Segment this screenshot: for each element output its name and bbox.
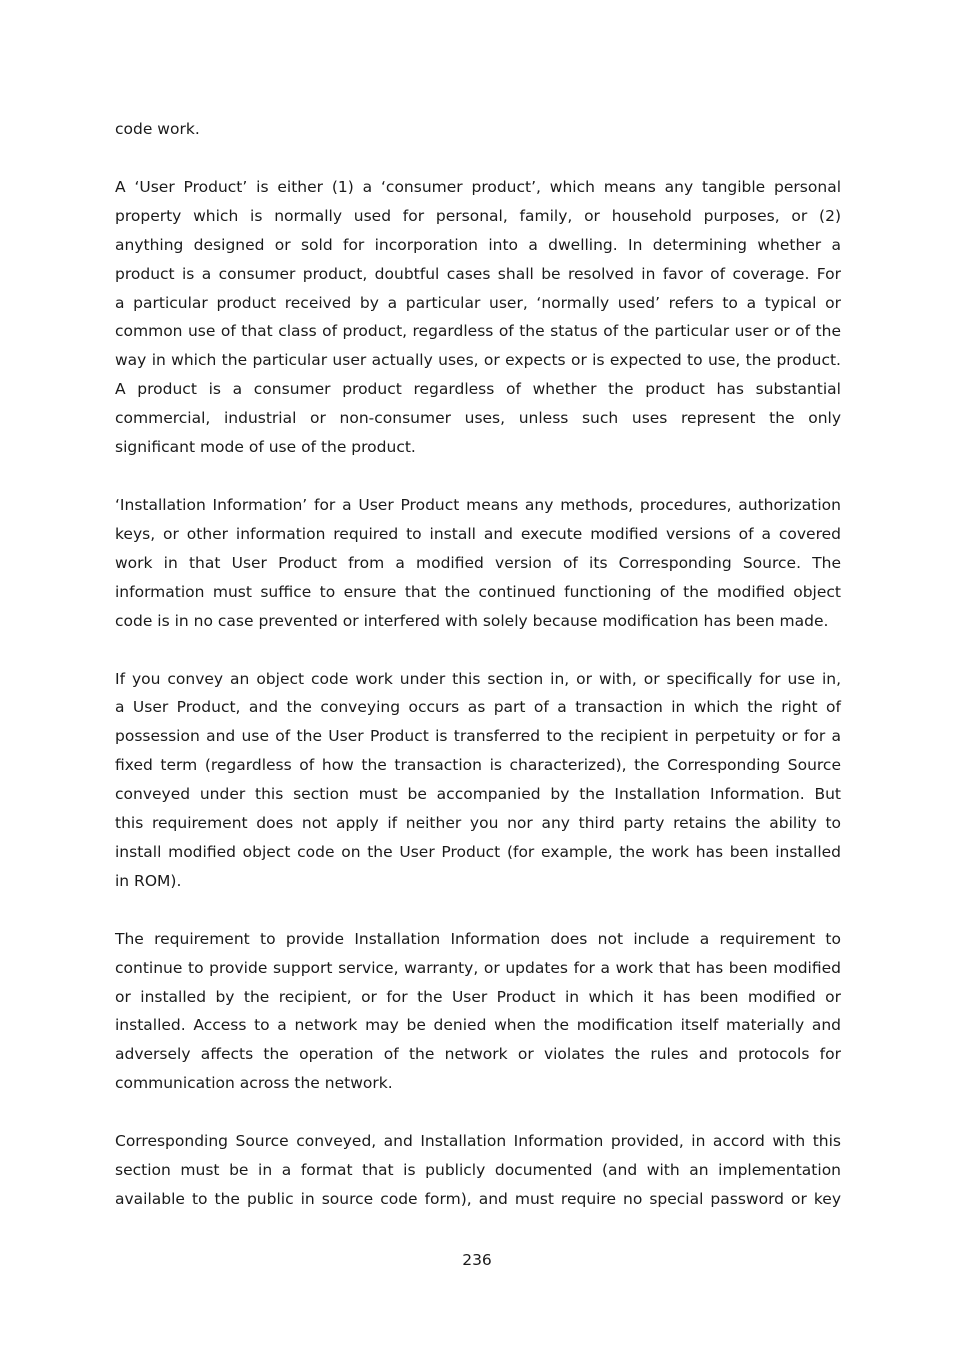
text-line: keys, or other information required to install and execute modified versions of a covered bbox=[115, 524, 841, 543]
paragraph-continuation bbox=[115, 115, 841, 144]
text-line: information must suffice to ensure that the continued functioning of the modified object bbox=[115, 582, 841, 601]
text-line: product is a consumer product, doubtful cases shall be resolved in favor of coverage. For bbox=[115, 264, 841, 283]
text-line: section must be in a format that is publicly documented (and with an implementation bbox=[115, 1161, 841, 1180]
text-line: Corresponding Source conveyed, and Installation Information provided, in accord with this bbox=[115, 1132, 841, 1151]
page-number: 236 bbox=[462, 1251, 492, 1269]
text-line: ‘Installation Information’ for a User Product means any methods, procedures, authorization bbox=[115, 495, 841, 514]
paragraph-installation-information bbox=[115, 491, 841, 636]
text-line: If you convey an object code work under this section in, or with, or specifically for use in, bbox=[115, 669, 841, 688]
paragraph-support-requirement bbox=[115, 925, 841, 1098]
text-line: communication across the network. bbox=[115, 1074, 393, 1093]
text-line: code is in no case prevented or interfered with solely because modification has been made. bbox=[115, 611, 829, 630]
text-line: adversely affects the operation of the network or violates the rules and protocols for bbox=[115, 1045, 841, 1064]
text-line: commercial, industrial or non-consumer uses, unless such uses represent the only bbox=[115, 409, 841, 428]
text-line: code work. bbox=[115, 120, 200, 138]
text-line: common use of that class of product, regardless of the status of the particular user or of the bbox=[115, 322, 841, 341]
page-body bbox=[115, 115, 841, 1243]
text-line: install modified object code on the User Product (for example, the work has been installed bbox=[115, 842, 841, 861]
text-line: this requirement does not apply if neither you nor any third party retains the ability to bbox=[115, 814, 841, 833]
text-line: anything designed or sold for incorporation into a dwelling. In determining whether a bbox=[115, 235, 841, 254]
text-line: possession and use of the User Product is transferred to the recipient in perpetuity or for a bbox=[115, 727, 841, 746]
text-line: installed. Access to a network may be denied when the modification itself materially and bbox=[115, 1016, 841, 1035]
text-line: a User Product, and the conveying occurs as part of a transaction in which the right of bbox=[115, 698, 841, 717]
text-line: work in that User Product from a modified version of its Corresponding Source. The bbox=[115, 553, 841, 572]
text-line: significant mode of use of the product. bbox=[115, 438, 416, 457]
text-line: continue to provide support service, warranty, or updates for a work that has been modified bbox=[115, 958, 841, 977]
text-line: A product is a consumer product regardless of whether the product has substantial bbox=[115, 380, 841, 399]
paragraph-conveying-object-code bbox=[115, 665, 841, 896]
text-line: The requirement to provide Installation Information does not include a requirement to bbox=[115, 929, 841, 948]
paragraph-user-product bbox=[115, 173, 841, 462]
text-line: fixed term (regardless of how the transaction is characterized), the Corresponding Source bbox=[115, 756, 841, 775]
text-line: or installed by the recipient, or for the User Product in which it has been modified or bbox=[115, 987, 841, 1006]
text-line: conveyed under this section must be accompanied by the Installation Information. But bbox=[115, 785, 841, 804]
text-line: available to the public in source code form), and must require no special password or key bbox=[115, 1190, 841, 1208]
text-line: way in which the particular user actually uses, or expects or is expected to use, the product. bbox=[115, 351, 841, 370]
text-line: a particular product received by a particular user, ‘normally used’ refers to a typical or bbox=[115, 293, 841, 312]
paragraph-format-requirement bbox=[115, 1127, 841, 1214]
text-line: in ROM). bbox=[115, 871, 182, 890]
text-line: property which is normally used for personal, family, or household purposes, or (2) bbox=[115, 206, 841, 225]
text-line: A ‘User Product’ is either (1) a ‘consumer product’, which means any tangible personal bbox=[115, 177, 841, 196]
